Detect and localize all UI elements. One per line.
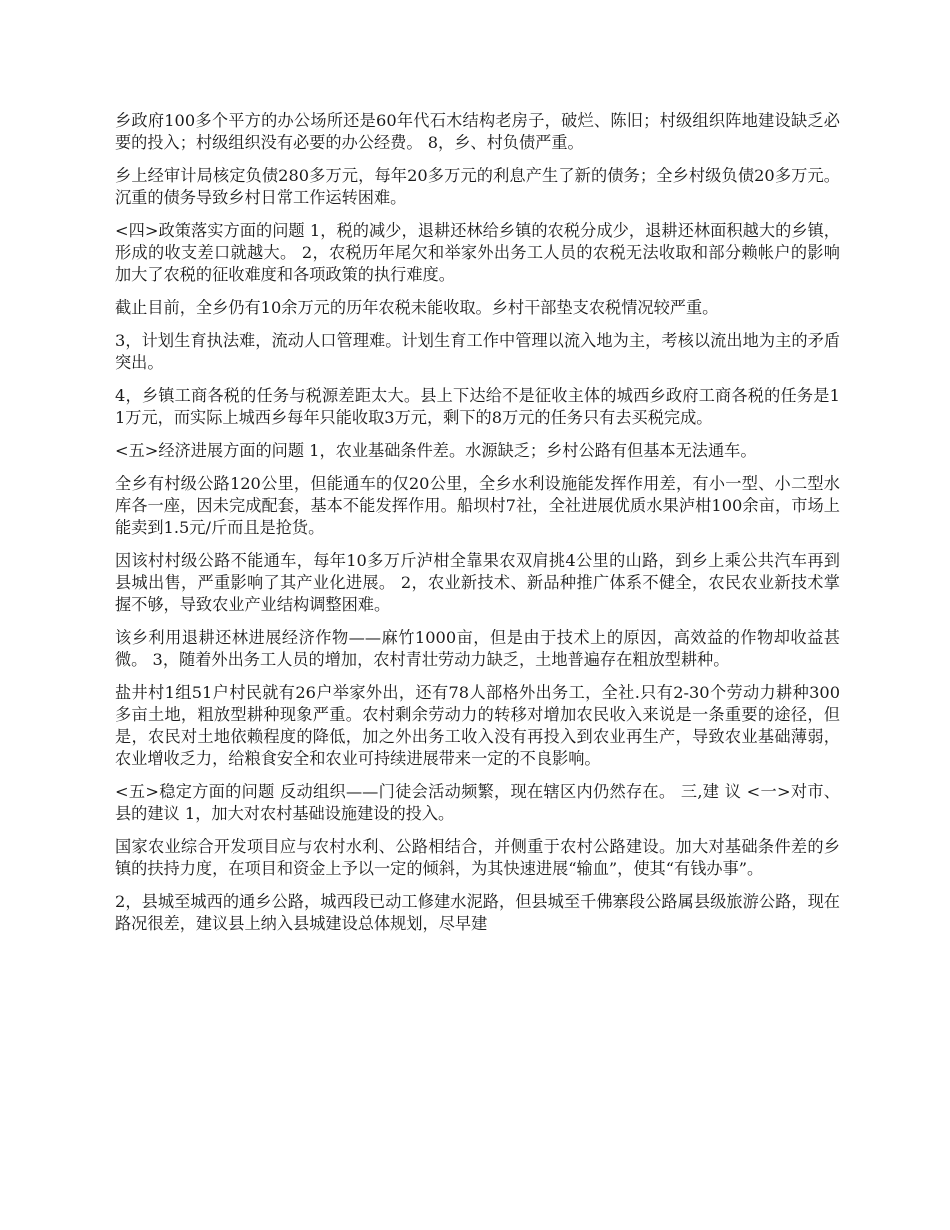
paragraph: 国家农业综合开发项目应与农村水利、公路相结合，并侧重于农村公路建设。加大对基础条件差的乡镇的扶持力度，在项目和资金上予以一定的倾斜，为其快速进展“输血”，使其“有钱办事”。 [115,837,840,878]
paragraph: <四>政策落实方面的问题 1，税的减少，退耕还林给乡镇的农税分成少，退耕还林面积越大的乡镇，形成的收支差口就越大。 2，农税历年尾欠和举家外出务工人员的农税无法收取和部分赖帐户的影响加大了农税的征收难度和各项政策的执行难度。 [115,221,840,284]
paragraph: 2，县城至城西的通乡公路，城西段已动工修建水泥路，但县城至千佛寨段公路属县级旅游公路，现在路况很差，建议县上纳入县城建设总体规划，尽早建 [115,892,840,933]
paragraph: 乡上经审计局核定负债280多万元，每年20多万元的利息产生了新的债务；全乡村级负债20多万元。沉重的债务导致乡村日常工作运转困难。 [115,166,840,207]
document-body [115,110,840,946]
paragraph: 该乡利用退耕还林进展经济作物——麻竹1000亩，但是由于技术上的原因，高效益的作物却收益甚微。 3，随着外出务工人员的增加，农村青壮劳动力缺乏，土地普遍存在粗放型耕种。 [115,628,840,669]
paragraph: 盐井村1组51户村民就有26户举家外出，还有78人部格外出务工，全社.只有2-30个劳动力耕种300多亩土地，粗放型耕种现象严重。农村剩余劳动力的转移对增加农民收入来说是一条重要的途径，但是，农民对土地依赖程度的降低，加之外出务工收入没有再投入到农业再生产，导致农业基础薄弱，农业增收乏力，给粮食安全和农业可持续进展带来一定的不良影响。 [115,683,840,768]
paragraph: <五>经济进展方面的问题 1，农业基础条件差。水源缺乏；乡村公路有但基本无法通车。 [115,441,757,460]
paragraph: 截止目前，全乡仍有10余万元的历年农税未能收取。乡村干部垫支农税情况较严重。 [115,298,719,317]
paragraph: 4，乡镇工商各税的任务与税源差距太大。县上下达给不是征收主体的城西乡政府工商各税的任务是11万元，而实际上城西乡每年只能收取3万元，剩下的8万元的任务只有去买税完成。 [115,386,840,427]
paragraph: 乡政府100多个平方的办公场所还是60年代石木结构老房子，破烂、陈旧；村级组织阵地建设缺乏必要的投入；村级组织没有必要的办公经费。 8，乡、村负债严重。 [115,111,840,152]
paragraph: <五>稳定方面的问题 反动组织——门徒会活动频繁，现在辖区内仍然存在。 三,建 议 <一>对市、县的建议 1，加大对农村基础设施建设的投入。 [115,782,840,823]
paragraph: 因该村村级公路不能通车，每年10多万斤泸柑全靠果农双肩挑4公里的山路，到乡上乘公共汽车再到县城出售，严重影响了其产业化进展。 2，农业新技术、新品种推广体系不健全，农民农业新技术掌握不够，导致农业产业结构调整困难。 [115,551,840,614]
paragraph: 3，计划生育执法难，流动人口管理难。计划生育工作中管理以流入地为主，考核以流出地为主的矛盾突出。 [115,331,840,372]
paragraph: 全乡有村级公路120公里，但能通车的仅20公里，全乡水利设施能发挥作用差，有小一型、小二型水库各一座，因未完成配套，基本不能发挥作用。船坝村7社，全社进展优质水果泸柑100余亩，市场上能卖到1.5元/斤而且是抢货。 [115,474,840,537]
